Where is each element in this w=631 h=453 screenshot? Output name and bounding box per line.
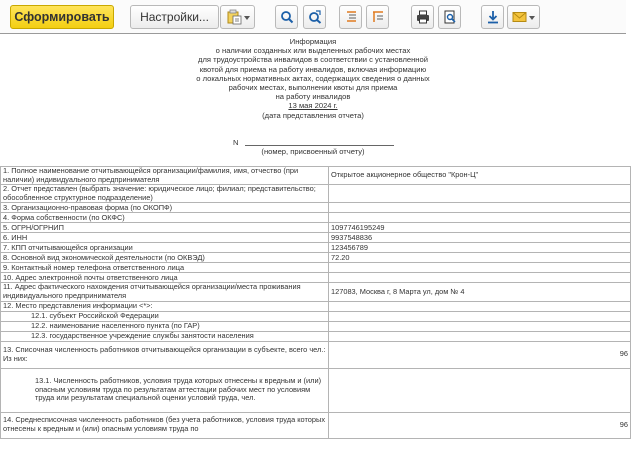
report-title-block (0, 37, 626, 120)
table-row (1, 223, 631, 233)
report-number-line (245, 145, 394, 146)
report-toolbar (0, 0, 626, 34)
row-label-subtext: Из них: (3, 353, 28, 363)
report-table (0, 166, 631, 439)
report-title-line: о локальных нормативных актах, содержащих сведения о данных (196, 73, 430, 83)
report-title: Информация (289, 37, 337, 46)
row-label[interactable]: 11. Адрес фактического нахождения отчитывающейся организации/места проживания индивидуального предпринимателя (1, 283, 329, 301)
table-row (1, 263, 631, 273)
report-title-line: квотой для приема на работу инвалидов, включая информацию (199, 64, 427, 74)
row-value[interactable]: 96 (329, 341, 631, 368)
row-label[interactable]: 5. ОГРН/ОГРНИП (1, 223, 329, 233)
row-value[interactable] (329, 273, 631, 283)
table-row (1, 213, 631, 223)
row-label[interactable]: 12.2. наименование населенного пункта (по ГАР) (1, 321, 329, 331)
table-row (1, 185, 631, 203)
row-value[interactable]: 1097746195249 (329, 223, 631, 233)
print-button[interactable] (411, 5, 434, 29)
email-icon (512, 11, 527, 23)
row-label[interactable]: 12.1. субъект Российской Федерации (1, 311, 329, 321)
row-value[interactable]: Открытое акционерное общество "Крон-Ц" (329, 167, 631, 185)
row-label[interactable]: 6. ИНН (1, 233, 329, 243)
table-row (1, 167, 631, 185)
report-document (0, 33, 626, 453)
report-title-line: рабочих местах, выполнении квоты для приема (228, 83, 398, 93)
report-title-line: о наличии созданных или выделенных рабочих местах (215, 46, 411, 56)
report-title-line: для трудоустройства инвалидов в соответствии с установленной (198, 55, 428, 65)
row-value[interactable]: 96 (329, 412, 631, 438)
table-row (1, 253, 631, 263)
report-header (0, 33, 626, 165)
row-value[interactable]: 9937548836 (329, 233, 631, 243)
search-next-icon (308, 10, 322, 24)
row-label[interactable] (1, 341, 329, 368)
settings-label: Настройки... (140, 10, 209, 24)
row-label[interactable]: 9. Контактный номер телефона ответственного лица (1, 263, 329, 273)
print-preview-button[interactable] (438, 5, 461, 29)
table-row (1, 341, 631, 368)
table-row (1, 311, 631, 321)
report-variants-button[interactable] (220, 5, 255, 29)
save-button[interactable] (481, 5, 504, 29)
chevron-down-icon (244, 16, 250, 20)
row-value[interactable] (329, 368, 631, 412)
row-label[interactable]: 4. Форма собственности (по ОКФС) (1, 213, 329, 223)
expand-groups-button[interactable] (366, 5, 389, 29)
table-row (1, 368, 631, 412)
save-icon (486, 10, 500, 24)
search-icon (280, 10, 294, 24)
row-label[interactable]: 7. КПП отчитывающейся организации (1, 243, 329, 253)
table-row (1, 301, 631, 311)
row-label[interactable]: 8. Основной вид экономической деятельности (по ОКВЭД) (1, 253, 329, 263)
row-value[interactable] (329, 263, 631, 273)
expand-rows-icon (371, 10, 385, 24)
row-label[interactable]: 14. Среднесписочная численность работников (без учета работников, условия труда которых отнесены к вредным и (или) опасным условиям труда по (1, 412, 329, 438)
row-label[interactable]: 12. Место представления информации <*>: (1, 301, 329, 311)
table-row (1, 331, 631, 341)
table-row (1, 412, 631, 438)
row-value[interactable] (329, 321, 631, 331)
report-title-line: на работу инвалидов (275, 92, 351, 102)
table-row (1, 283, 631, 301)
chevron-down-icon (529, 16, 535, 20)
row-value[interactable] (329, 331, 631, 341)
print-icon (416, 10, 430, 24)
report-date: 13 мая 2024 г. (288, 101, 338, 111)
row-value[interactable] (329, 311, 631, 321)
row-value[interactable] (329, 213, 631, 223)
row-label[interactable]: 1. Полное наименование отчитывающейся организации/фамилия, имя, отчество (при наличии) индивидуального предпринимателя (1, 167, 329, 185)
find-button[interactable] (275, 5, 298, 29)
table-row (1, 321, 631, 331)
report-number-prefix: N (233, 138, 239, 147)
row-value[interactable]: 127083, Москва г, 8 Марта ул, дом № 4 (329, 283, 631, 301)
row-value[interactable] (329, 301, 631, 311)
collapse-rows-icon (344, 10, 358, 24)
row-label[interactable]: 13.1. Численность работников, условия труда которых отнесены к вредным и (или) опасным условиям труда по результатам аттестации рабочих мест по условиям труда или результатам специальной оценки условий труда, чел. (1, 368, 329, 412)
table-row (1, 273, 631, 283)
settings-button[interactable] (130, 5, 219, 29)
row-label[interactable]: 2. Отчет представлен (выбрать значение: юридическое лицо; филиал; представительство; обособленное структурное подразделение) (1, 185, 329, 203)
report-number-caption: (номер, присвоенный отчету) (261, 147, 365, 156)
row-label-text: 13. Списочная численность работников отчитывающейся организации в субъекте, всего чел.: (3, 344, 326, 354)
row-label[interactable]: 12.3. государственное учреждение службы занятости населения (1, 331, 329, 341)
row-value[interactable] (329, 185, 631, 203)
row-value[interactable] (329, 203, 631, 213)
table-row (1, 233, 631, 243)
row-value[interactable]: 72.20 (329, 253, 631, 263)
find-next-button[interactable] (303, 5, 326, 29)
row-label[interactable]: 3. Организационно-правовая форма (по ОКОПФ) (1, 203, 329, 213)
preview-icon (443, 10, 457, 24)
variants-icon (226, 9, 242, 25)
send-email-button[interactable] (507, 5, 540, 29)
table-row (1, 203, 631, 213)
generate-button[interactable]: Сформировать (10, 5, 114, 29)
row-label[interactable]: 10. Адрес электронной почты ответственного лица (1, 273, 329, 283)
table-row (1, 243, 631, 253)
report-date-caption: (дата представления отчета) (262, 110, 364, 120)
row-value[interactable]: 123456789 (329, 243, 631, 253)
collapse-groups-button[interactable] (339, 5, 362, 29)
